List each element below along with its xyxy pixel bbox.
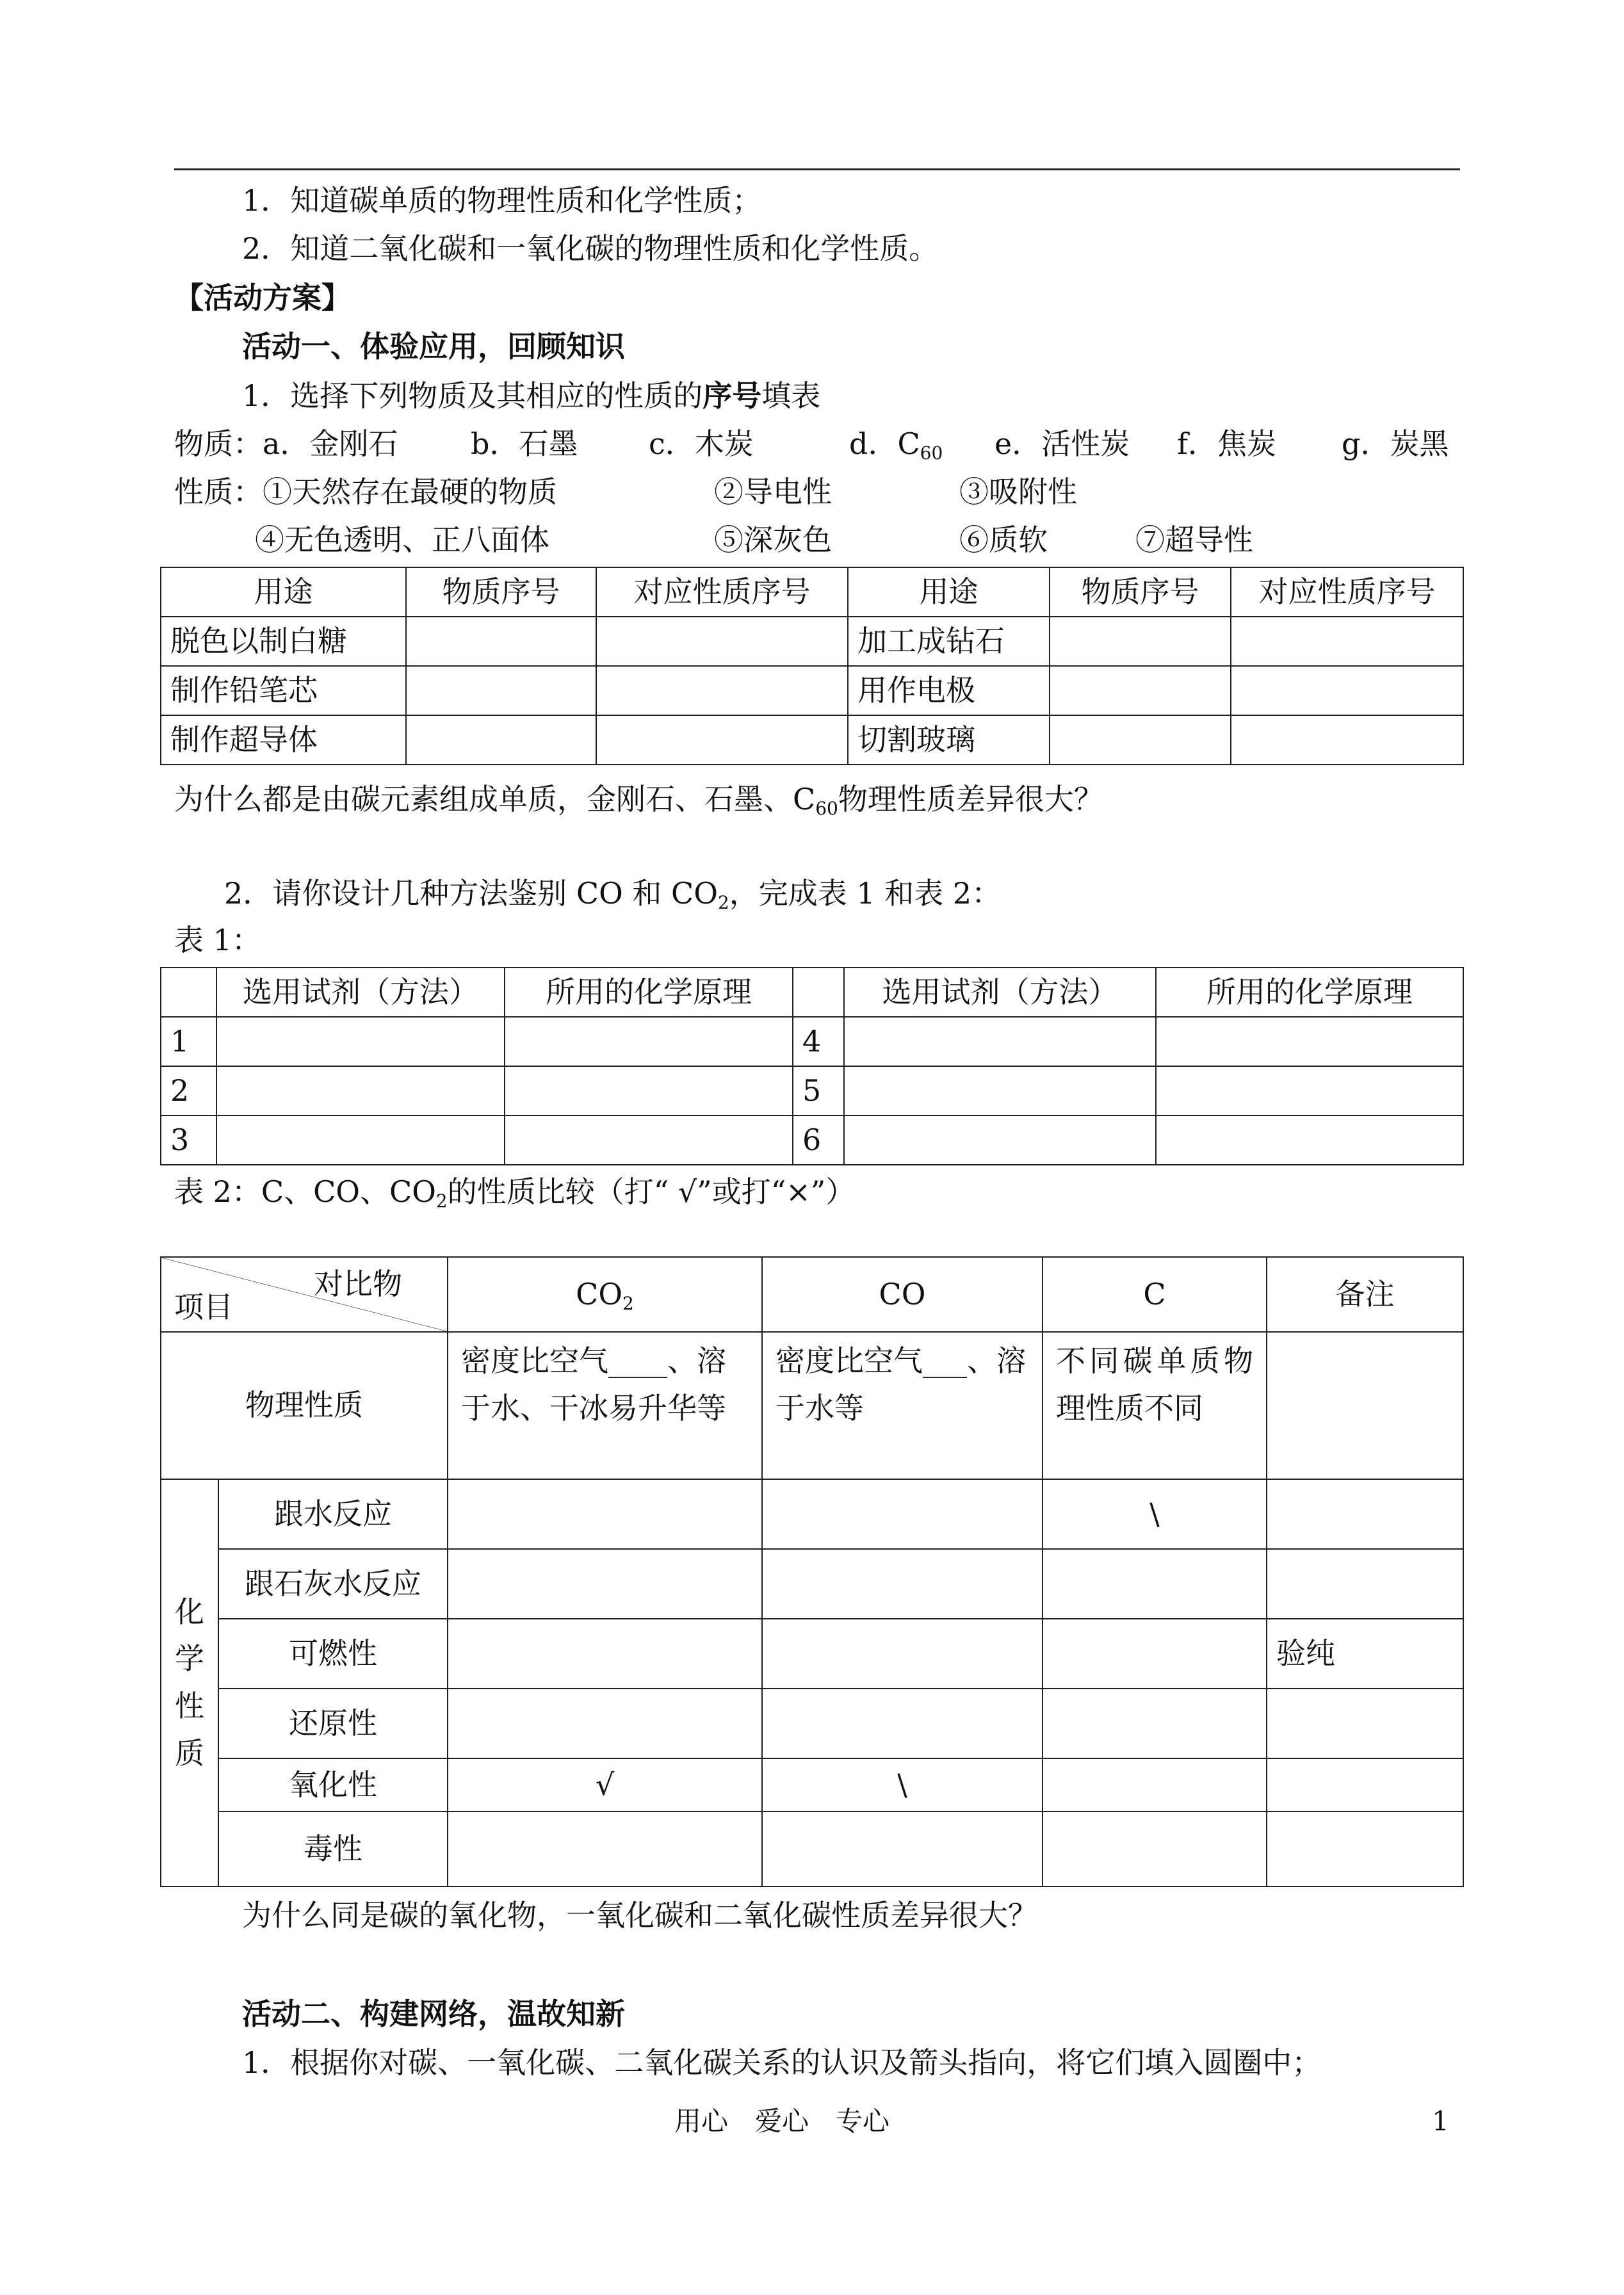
item-label: 可燃性 xyxy=(218,1619,448,1689)
why-question-2: 为什么同是碳的氧化物，一氧化碳和二氧化碳性质差异很大？ xyxy=(242,1898,1037,1933)
table-row xyxy=(161,1017,1463,1066)
property-comparison-table xyxy=(160,1256,1464,1887)
corner-compared-label: 对比物 xyxy=(314,1267,402,1301)
table-row xyxy=(161,666,1463,715)
answer-cell[interactable] xyxy=(216,1115,505,1165)
header-use: 用途 xyxy=(161,567,406,617)
header-property-no: 对应性质序号 xyxy=(1231,567,1463,617)
c-cell[interactable] xyxy=(1043,1619,1267,1689)
co2-cell[interactable] xyxy=(448,1619,762,1689)
answer-cell[interactable] xyxy=(1231,617,1463,666)
note-cell[interactable] xyxy=(1267,1812,1463,1886)
note-cell[interactable] xyxy=(1267,1758,1463,1812)
co2-cell[interactable] xyxy=(448,1812,762,1886)
c-cell[interactable] xyxy=(1043,1549,1267,1619)
identification-methods-table xyxy=(160,967,1464,1165)
co2-physical-cell[interactable]: 密度比空气____、溶于水、干冰易升华等 xyxy=(448,1332,762,1479)
answer-cell[interactable] xyxy=(1156,1115,1463,1165)
activity2-title: 活动二、构建网络，温故知新 xyxy=(242,1997,625,2031)
chemical-properties-label: 化 学 性 质 xyxy=(161,1479,218,1886)
item-label: 氧化性 xyxy=(218,1758,448,1812)
answer-cell[interactable] xyxy=(1050,715,1231,765)
property-3: ③吸附性 xyxy=(959,474,1077,509)
header-principle: 所用的化学原理 xyxy=(1156,968,1463,1017)
objective-2: 2．知道二氧化碳和一氧化碳的物理性质和化学性质。 xyxy=(242,231,939,266)
co2-cell[interactable] xyxy=(448,1689,762,1758)
note-cell[interactable] xyxy=(1267,1479,1463,1549)
table-row xyxy=(161,715,1463,765)
substance-d: d．$C_{60}$ xyxy=(849,426,943,464)
answer-cell[interactable] xyxy=(1231,715,1463,765)
header-co: CO xyxy=(762,1257,1043,1332)
co-cell[interactable] xyxy=(762,1549,1043,1619)
property-2: ②导电性 xyxy=(714,474,832,509)
header-principle: 所用的化学原理 xyxy=(505,968,793,1017)
row-number: 5 xyxy=(793,1066,844,1115)
header-substance-no: 物质序号 xyxy=(1050,567,1231,617)
answer-cell[interactable] xyxy=(596,666,848,715)
item-label: 还原性 xyxy=(218,1689,448,1758)
header-c: C xyxy=(1043,1257,1267,1332)
header-reagent: 选用试剂（方法） xyxy=(216,968,505,1017)
answer-cell[interactable] xyxy=(505,1017,793,1066)
use-cell: 加工成钻石 xyxy=(848,617,1050,666)
row-number: 6 xyxy=(793,1115,844,1165)
substance-e: e．活性炭 xyxy=(995,426,1130,461)
answer-cell[interactable] xyxy=(505,1066,793,1115)
row-number: 2 xyxy=(161,1066,216,1115)
note-cell[interactable] xyxy=(1267,1549,1463,1619)
header-co2: $CO_2$ xyxy=(448,1257,762,1332)
question-1: 1．选择下列物质及其相应的性质的序号填表 xyxy=(242,378,821,413)
table-row xyxy=(161,1758,1463,1812)
header-property-no: 对应性质序号 xyxy=(596,567,848,617)
row-number: 3 xyxy=(161,1115,216,1165)
use-cell: 用作电极 xyxy=(848,666,1050,715)
co2-cell[interactable] xyxy=(448,1549,762,1619)
answer-cell[interactable] xyxy=(1050,666,1231,715)
co2-cell[interactable] xyxy=(448,1479,762,1549)
co-cell[interactable] xyxy=(762,1619,1043,1689)
use-cell: 制作超导体 xyxy=(161,715,406,765)
question-2: 2．请你设计几种方法鉴别 CO 和 $CO_2$，完成表 1 和表 2： xyxy=(224,876,1002,913)
activity2-question-1: 1．根据你对碳、一氧化碳、二氧化碳关系的认识及箭头指向，将它们填入圆圈中； xyxy=(242,2045,1322,2080)
objective-1: 1．知道碳单质的物理性质和化学性质； xyxy=(242,183,762,218)
table-row xyxy=(161,1066,1463,1115)
question-1-emphasis: 序号 xyxy=(702,378,762,413)
property-5: ⑤深灰色 xyxy=(714,523,832,557)
item-label: 跟石灰水反应 xyxy=(218,1549,448,1619)
property-1: 性质：①天然存在最硬的物质 xyxy=(174,474,557,509)
answer-cell[interactable] xyxy=(1050,617,1231,666)
c-cell[interactable] xyxy=(1043,1758,1267,1812)
plan-heading: 【活动方案】 xyxy=(174,280,351,315)
answer-cell[interactable] xyxy=(505,1115,793,1165)
co-cell[interactable] xyxy=(762,1689,1043,1758)
table-row xyxy=(161,1549,1463,1619)
header-substance-no: 物质序号 xyxy=(406,567,596,617)
table-header-row xyxy=(161,1257,1463,1332)
answer-cell[interactable] xyxy=(844,1115,1156,1165)
co-cell[interactable] xyxy=(762,1479,1043,1549)
use-cell: 脱色以制白糖 xyxy=(161,617,406,666)
use-cell: 制作铅笔芯 xyxy=(161,666,406,715)
answer-cell[interactable] xyxy=(406,666,596,715)
property-7: ⑦超导性 xyxy=(1135,523,1253,557)
answer-cell[interactable] xyxy=(406,617,596,666)
why-question-1: 为什么都是由碳元素组成单质，金刚石、石墨、$C_{60}$物理性质差异很大？ xyxy=(174,782,1103,819)
page-number: 1 xyxy=(1432,2105,1449,2137)
answer-cell[interactable] xyxy=(1156,1066,1463,1115)
note-cell[interactable] xyxy=(1267,1332,1463,1479)
answer-cell[interactable] xyxy=(216,1066,505,1115)
table-row xyxy=(161,1619,1463,1689)
property-4: ④无色透明、正八面体 xyxy=(255,523,549,557)
corner-item-label: 项目 xyxy=(174,1289,233,1324)
co2-cell: √ xyxy=(448,1758,762,1812)
answer-cell[interactable] xyxy=(844,1066,1156,1115)
table-row xyxy=(161,1115,1463,1165)
physical-properties-row xyxy=(161,1332,1463,1479)
item-label: 毒性 xyxy=(218,1812,448,1886)
answer-cell[interactable] xyxy=(844,1017,1156,1066)
co-cell[interactable] xyxy=(762,1812,1043,1886)
row-number: 4 xyxy=(793,1017,844,1066)
answer-cell[interactable] xyxy=(406,715,596,765)
use-cell: 切割玻璃 xyxy=(848,715,1050,765)
answer-cell[interactable] xyxy=(596,715,848,765)
substance-b: b．石墨 xyxy=(471,426,578,461)
table-row xyxy=(161,617,1463,666)
note-cell: 验纯 xyxy=(1267,1619,1463,1689)
table-1-label: 表 1： xyxy=(174,923,261,957)
answer-cell[interactable] xyxy=(216,1017,505,1066)
co-physical-cell[interactable]: 密度比空气___、溶于水等 xyxy=(762,1332,1043,1479)
c-cell[interactable] xyxy=(1043,1812,1267,1886)
table-header-row xyxy=(161,567,1463,617)
physical-properties-label: 物理性质 xyxy=(161,1332,448,1479)
table-header-row xyxy=(161,968,1463,1017)
c-cell: \ xyxy=(1043,1479,1267,1549)
co-cell: \ xyxy=(762,1758,1043,1812)
c-physical-cell: 不同碳单质物理性质不同 xyxy=(1043,1332,1267,1479)
substance-c: c．木炭 xyxy=(649,426,754,461)
uses-properties-table xyxy=(160,567,1464,765)
header-note: 备注 xyxy=(1267,1257,1463,1332)
substance-f: f．焦炭 xyxy=(1177,426,1277,461)
header-use: 用途 xyxy=(848,567,1050,617)
substance-a: 物质：a．金刚石 xyxy=(174,426,398,461)
corner-header-cell xyxy=(161,1257,448,1332)
table-2-label: 表 2：C、CO、$CO_2$的性质比较（打“ √”或打“×”） xyxy=(174,1174,856,1212)
item-label: 跟水反应 xyxy=(218,1479,448,1549)
note-cell[interactable] xyxy=(1267,1689,1463,1758)
substance-g: g．炭黑 xyxy=(1342,426,1449,461)
row-number: 1 xyxy=(161,1017,216,1066)
table-row xyxy=(161,1689,1463,1758)
c-cell[interactable] xyxy=(1043,1689,1267,1758)
answer-cell[interactable] xyxy=(1231,666,1463,715)
table-row xyxy=(161,1479,1463,1549)
header-rule xyxy=(174,168,1460,170)
table-row xyxy=(161,1812,1463,1886)
activity1-title: 活动一、体验应用，回顾知识 xyxy=(242,329,625,364)
answer-cell[interactable] xyxy=(596,617,848,666)
answer-cell[interactable] xyxy=(1156,1017,1463,1066)
footer-motto: 用心 爱心 专心 xyxy=(674,2105,890,2137)
header-reagent: 选用试剂（方法） xyxy=(844,968,1156,1017)
property-6: ⑥质软 xyxy=(959,523,1048,557)
